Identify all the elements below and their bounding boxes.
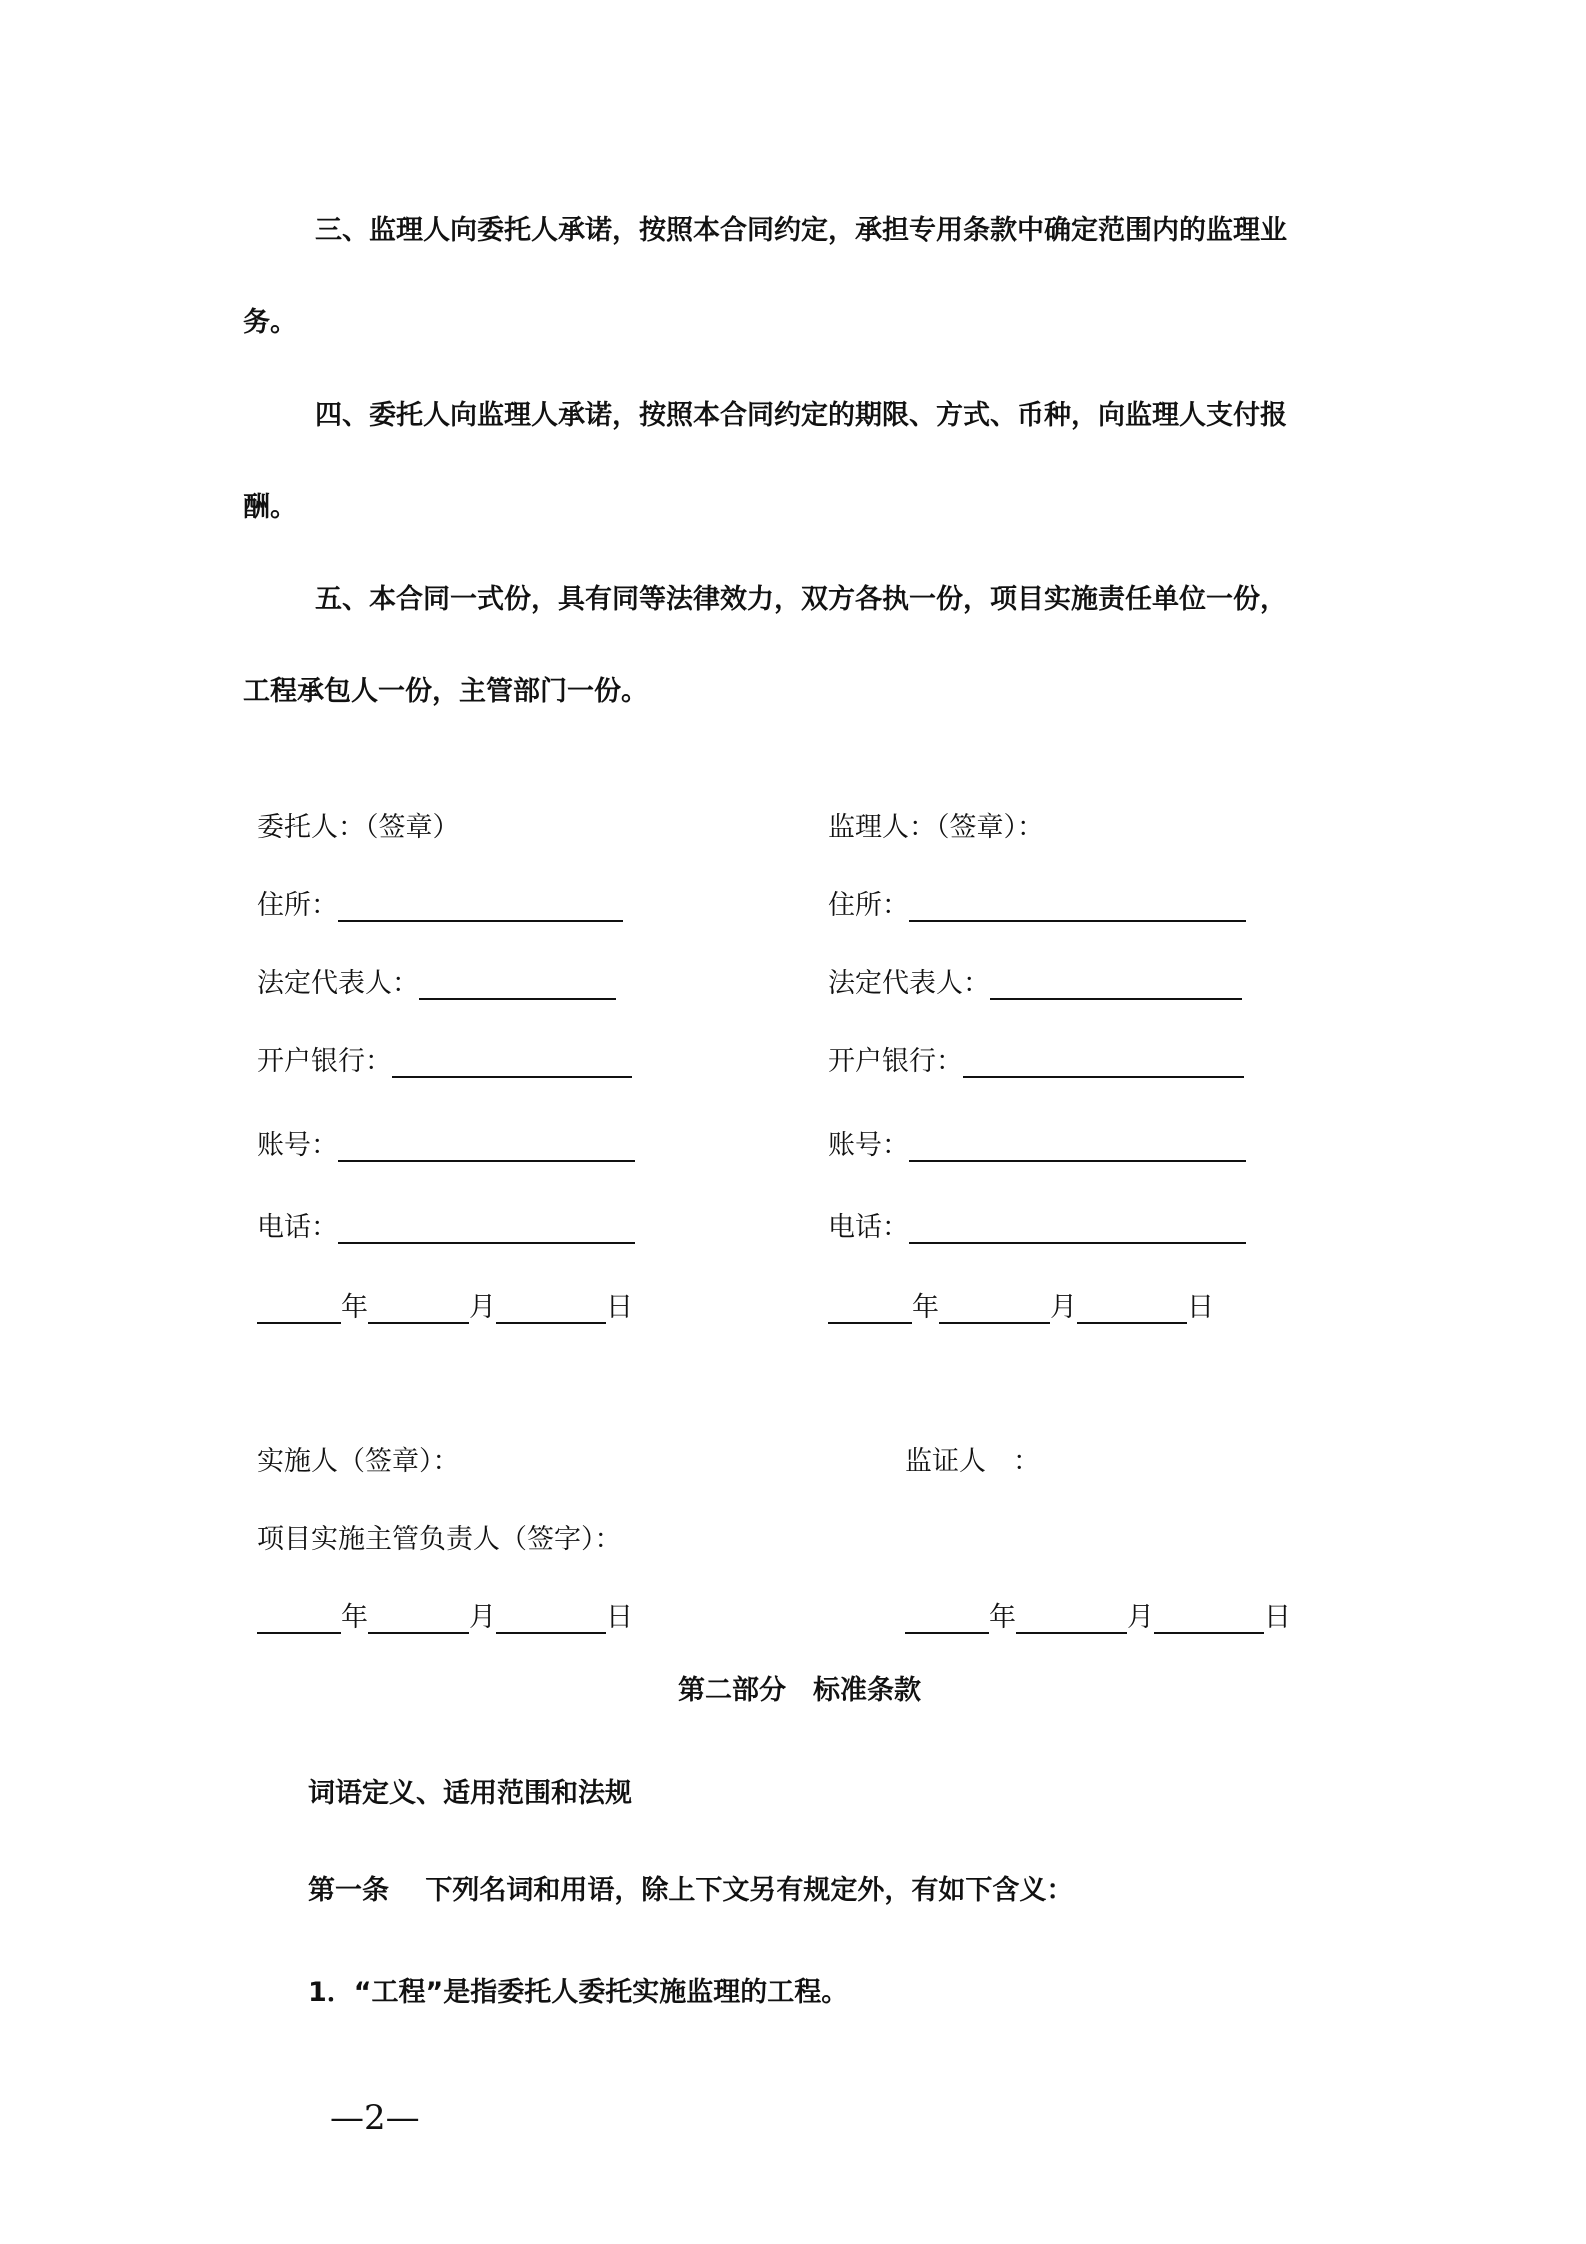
witness-date-field: 年 月 日 xyxy=(905,1598,1291,1638)
part-two-title: 第二部分 标准条款 xyxy=(678,1675,921,1706)
clause-5-line2: 工程承包人一份，主管部门一份。 xyxy=(243,676,648,707)
client-month-line[interactable] xyxy=(368,1294,469,1324)
client-account-line[interactable] xyxy=(338,1132,635,1162)
supervisor-phone-line[interactable] xyxy=(909,1214,1246,1244)
client-legal-rep-line[interactable] xyxy=(419,970,616,1000)
client-legal-rep-field: 法定代表人： xyxy=(257,964,616,1004)
clause-3-line2: 务。 xyxy=(243,307,297,338)
implementer-day-line[interactable] xyxy=(496,1604,606,1634)
implementer-year-line[interactable] xyxy=(257,1604,341,1634)
clause-4-line2: 酬。 xyxy=(243,492,297,523)
item-1: 1．“工程”是指委托人委托实施监理的工程。 xyxy=(308,1977,849,2008)
client-day-line[interactable] xyxy=(496,1294,606,1324)
clause-4 xyxy=(243,370,1343,554)
supervisor-bank-field: 开户银行： xyxy=(828,1042,1244,1082)
page-number: —2— xyxy=(330,2098,420,2138)
supervisor-day-line[interactable] xyxy=(1077,1294,1187,1324)
supervisor-legal-rep-field: 法定代表人： xyxy=(828,964,1242,1004)
implementer-manager-label: 项目实施主管负责人（签字）： xyxy=(257,1524,622,1555)
witness-title: 监证人 ： xyxy=(905,1446,1040,1477)
client-year-line[interactable] xyxy=(257,1294,341,1324)
client-phone-field: 电话： xyxy=(257,1208,635,1248)
client-bank-line[interactable] xyxy=(392,1048,632,1078)
client-date-field: 年 月 日 xyxy=(257,1288,633,1328)
clause-5-line1: 五、本合同一式份，具有同等法律效力，双方各执一份，项目实施责任单位一份， xyxy=(315,584,1287,615)
client-account-field: 账号： xyxy=(257,1126,635,1166)
clause-5 xyxy=(243,554,1343,738)
supervisor-title: 监理人：（签章）： xyxy=(828,812,1044,843)
implementer-month-line[interactable] xyxy=(368,1604,469,1634)
supervisor-address-line[interactable] xyxy=(909,892,1246,922)
article-1: 第一条 下列名词和用语，除上下文另有规定外，有如下含义： xyxy=(308,1875,1074,1906)
supervisor-month-line[interactable] xyxy=(939,1294,1050,1324)
supervisor-date-field: 年 月 日 xyxy=(828,1288,1214,1328)
client-address-line[interactable] xyxy=(338,892,623,922)
witness-month-line[interactable] xyxy=(1016,1604,1127,1634)
implementer-title: 实施人（签章）： xyxy=(257,1446,460,1477)
clause-3 xyxy=(243,185,1343,369)
client-phone-line[interactable] xyxy=(338,1214,635,1244)
section-heading: 词语定义、适用范围和法规 xyxy=(308,1778,632,1809)
supervisor-bank-line[interactable] xyxy=(963,1048,1244,1078)
supervisor-account-line[interactable] xyxy=(909,1132,1246,1162)
client-address-field: 住所： xyxy=(257,886,623,926)
clause-4-line1: 四、委托人向监理人承诺，按照本合同约定的期限、方式、币种，向监理人支付报 xyxy=(315,400,1287,431)
supervisor-legal-rep-line[interactable] xyxy=(990,970,1242,1000)
witness-year-line[interactable] xyxy=(905,1604,989,1634)
implementer-date-field: 年 月 日 xyxy=(257,1598,633,1638)
clause-3-line1: 三、监理人向委托人承诺，按照本合同约定，承担专用条款中确定范围内的监理业 xyxy=(315,215,1287,246)
supervisor-account-field: 账号： xyxy=(828,1126,1246,1166)
supervisor-phone-field: 电话： xyxy=(828,1208,1246,1248)
witness-day-line[interactable] xyxy=(1154,1604,1264,1634)
supervisor-address-field: 住所： xyxy=(828,886,1246,926)
client-bank-field: 开户银行： xyxy=(257,1042,632,1082)
client-title: 委托人：（签章） xyxy=(257,812,460,843)
supervisor-year-line[interactable] xyxy=(828,1294,912,1324)
